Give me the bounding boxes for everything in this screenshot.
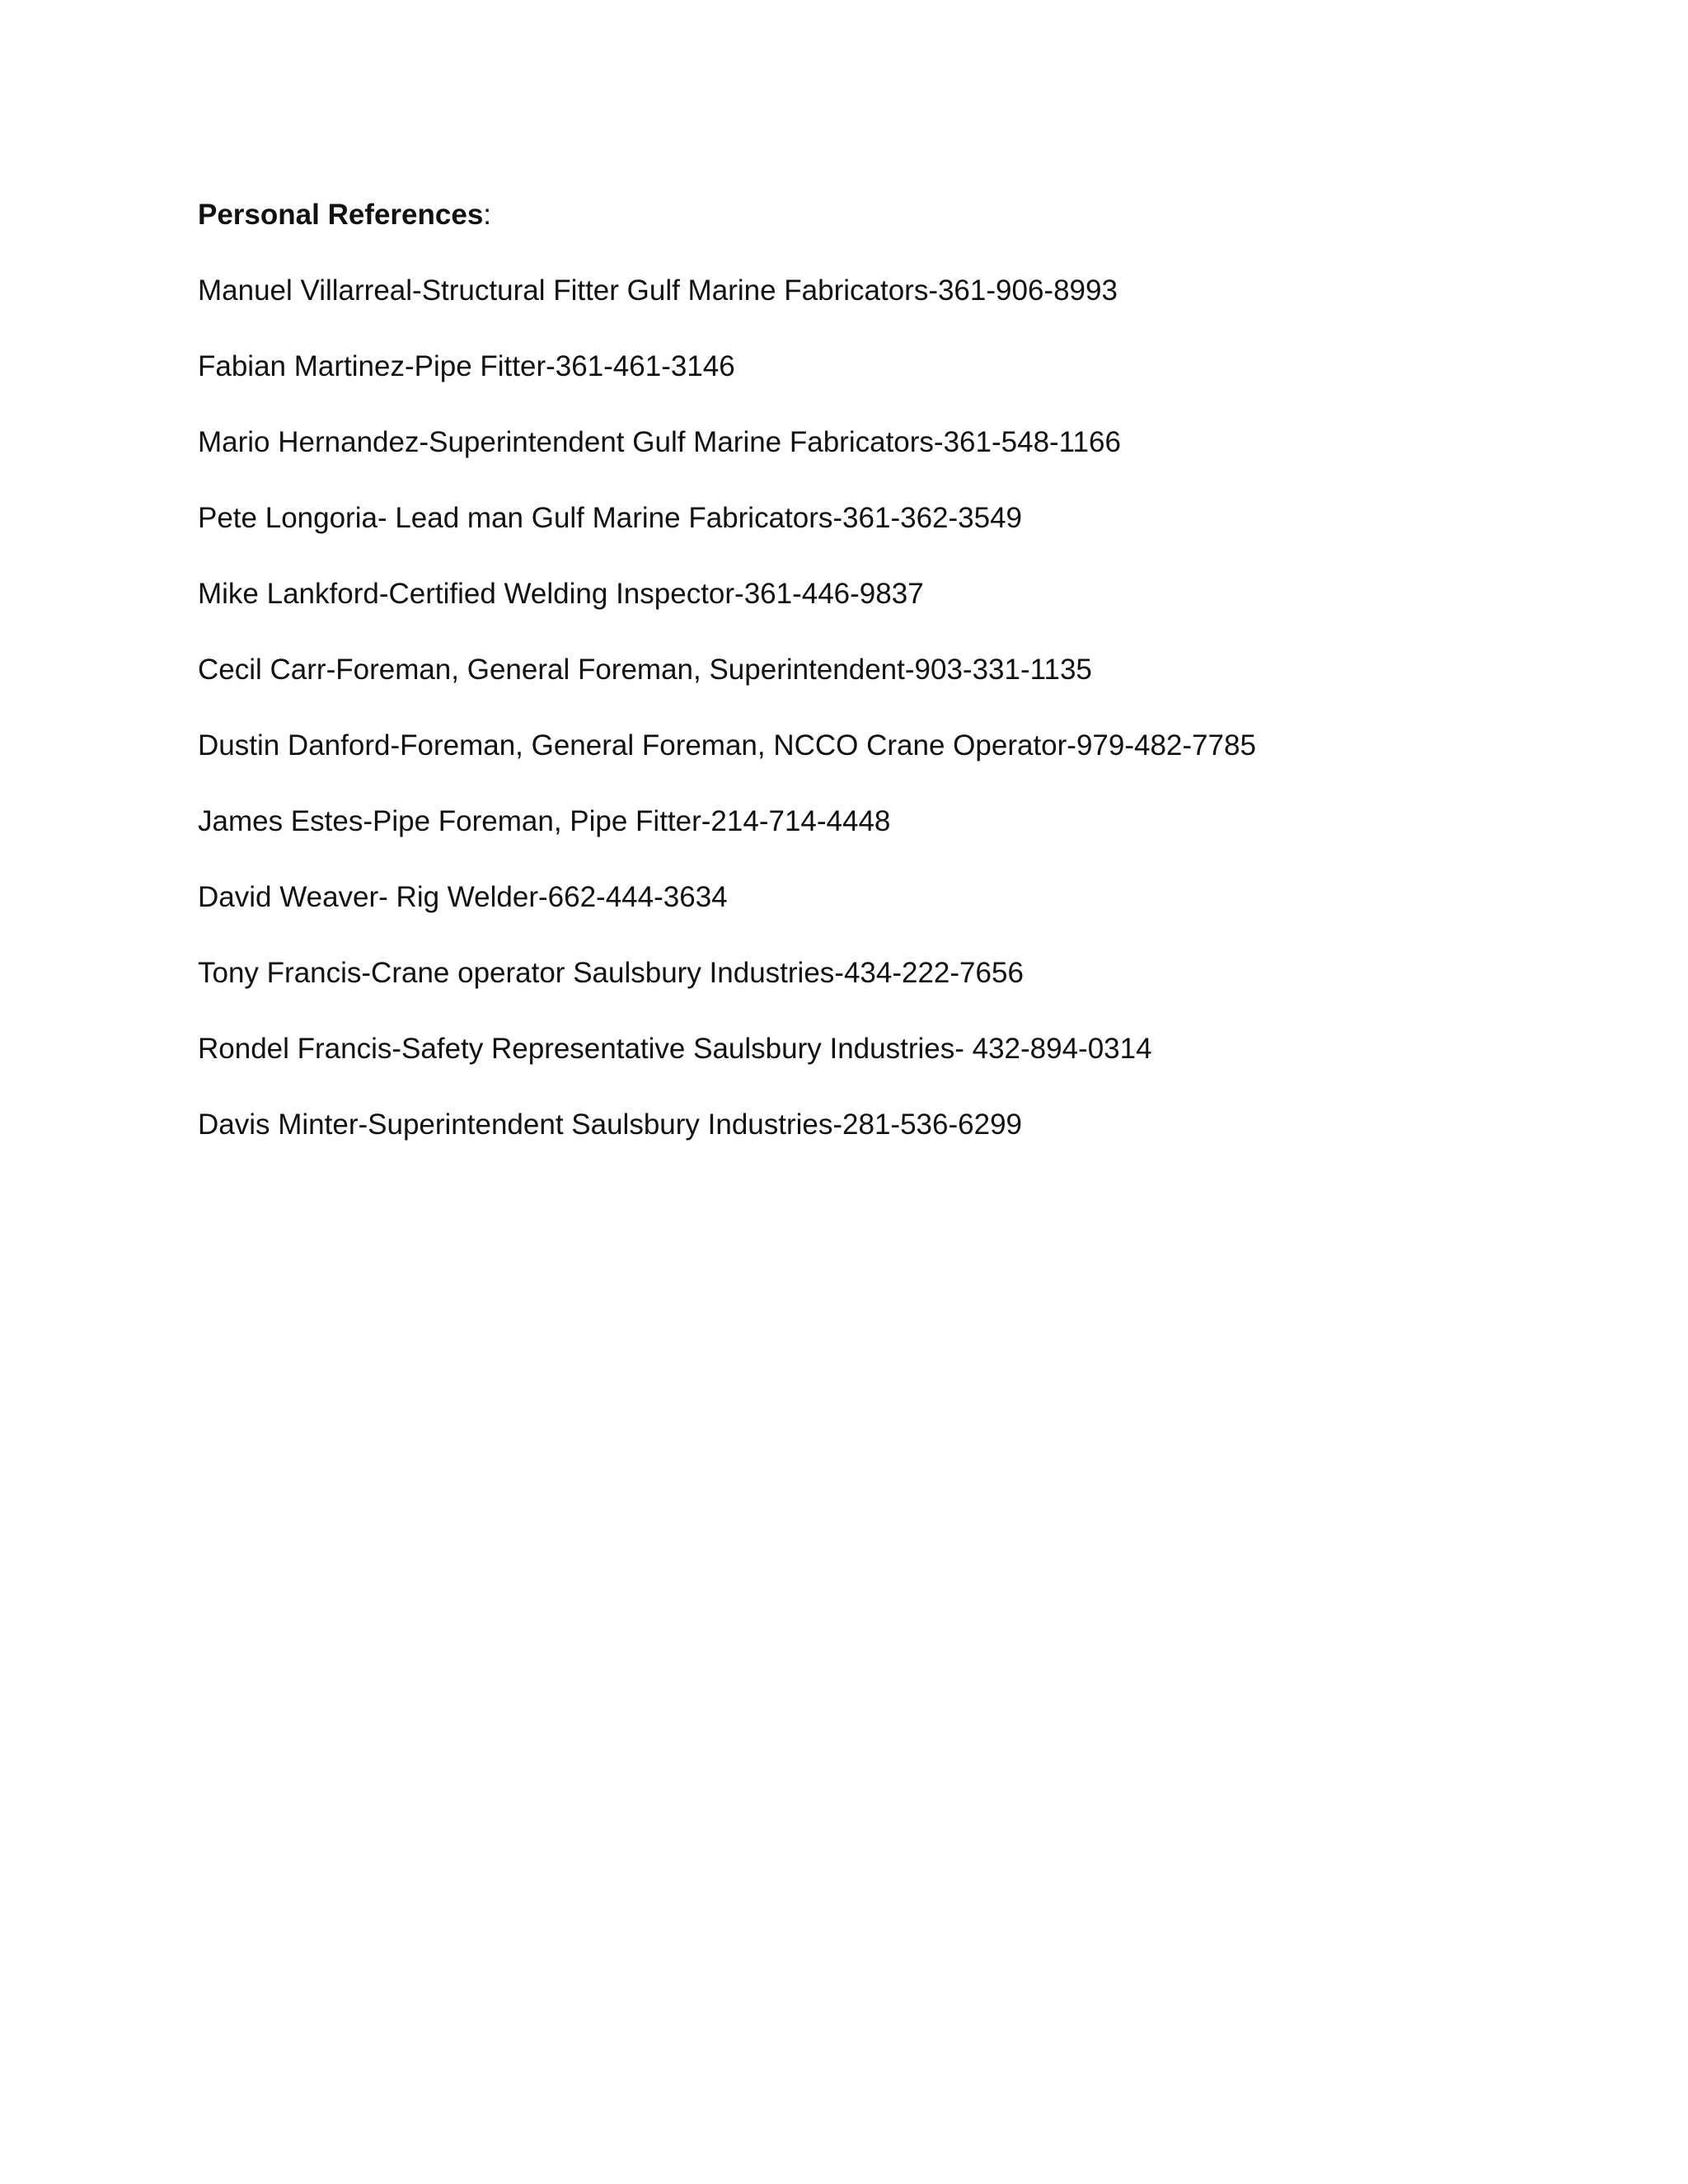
reference-entry: James Estes-Pipe Foreman, Pipe Fitter-214-714-4448 xyxy=(198,805,891,837)
reference-entry: Davis Minter-Superintendent Saulsbury Industries-281-536-6299 xyxy=(198,1108,1022,1141)
section-heading xyxy=(198,194,1550,236)
section-heading-colon: : xyxy=(483,199,492,231)
reference-entry: Fabian Martinez-Pipe Fitter-361-461-3146 xyxy=(198,350,735,382)
reference-entry: Mario Hernandez-Superintendent Gulf Marine Fabricators-361-548-1166 xyxy=(198,426,1121,458)
reference-entry: Mike Lankford-Certified Welding Inspector-361-446-9837 xyxy=(198,578,924,610)
reference-entry: Rondel Francis-Safety Representative Saulsbury Industries- 432-894-0314 xyxy=(198,1033,1152,1065)
document-content xyxy=(198,194,1550,1180)
reference-entry: Manuel Villarreal-Structural Fitter Gulf Marine Fabricators-361-906-8993 xyxy=(198,274,1118,307)
reference-entry: David Weaver- Rig Welder-662-444-3634 xyxy=(198,881,728,913)
reference-list xyxy=(198,270,1550,1146)
reference-entry: Tony Francis-Crane operator Saulsbury Industries-434-222-7656 xyxy=(198,957,1024,989)
section-heading-label: Personal References xyxy=(198,199,484,231)
reference-entry: Pete Longoria- Lead man Gulf Marine Fabricators-361-362-3549 xyxy=(198,502,1023,534)
reference-entry: Dustin Danford-Foreman, General Foreman, NCCO Crane Operator-979-482-7785 xyxy=(198,729,1256,762)
reference-entry: Cecil Carr-Foreman, General Foreman, Superintendent-903-331-1135 xyxy=(198,654,1092,686)
